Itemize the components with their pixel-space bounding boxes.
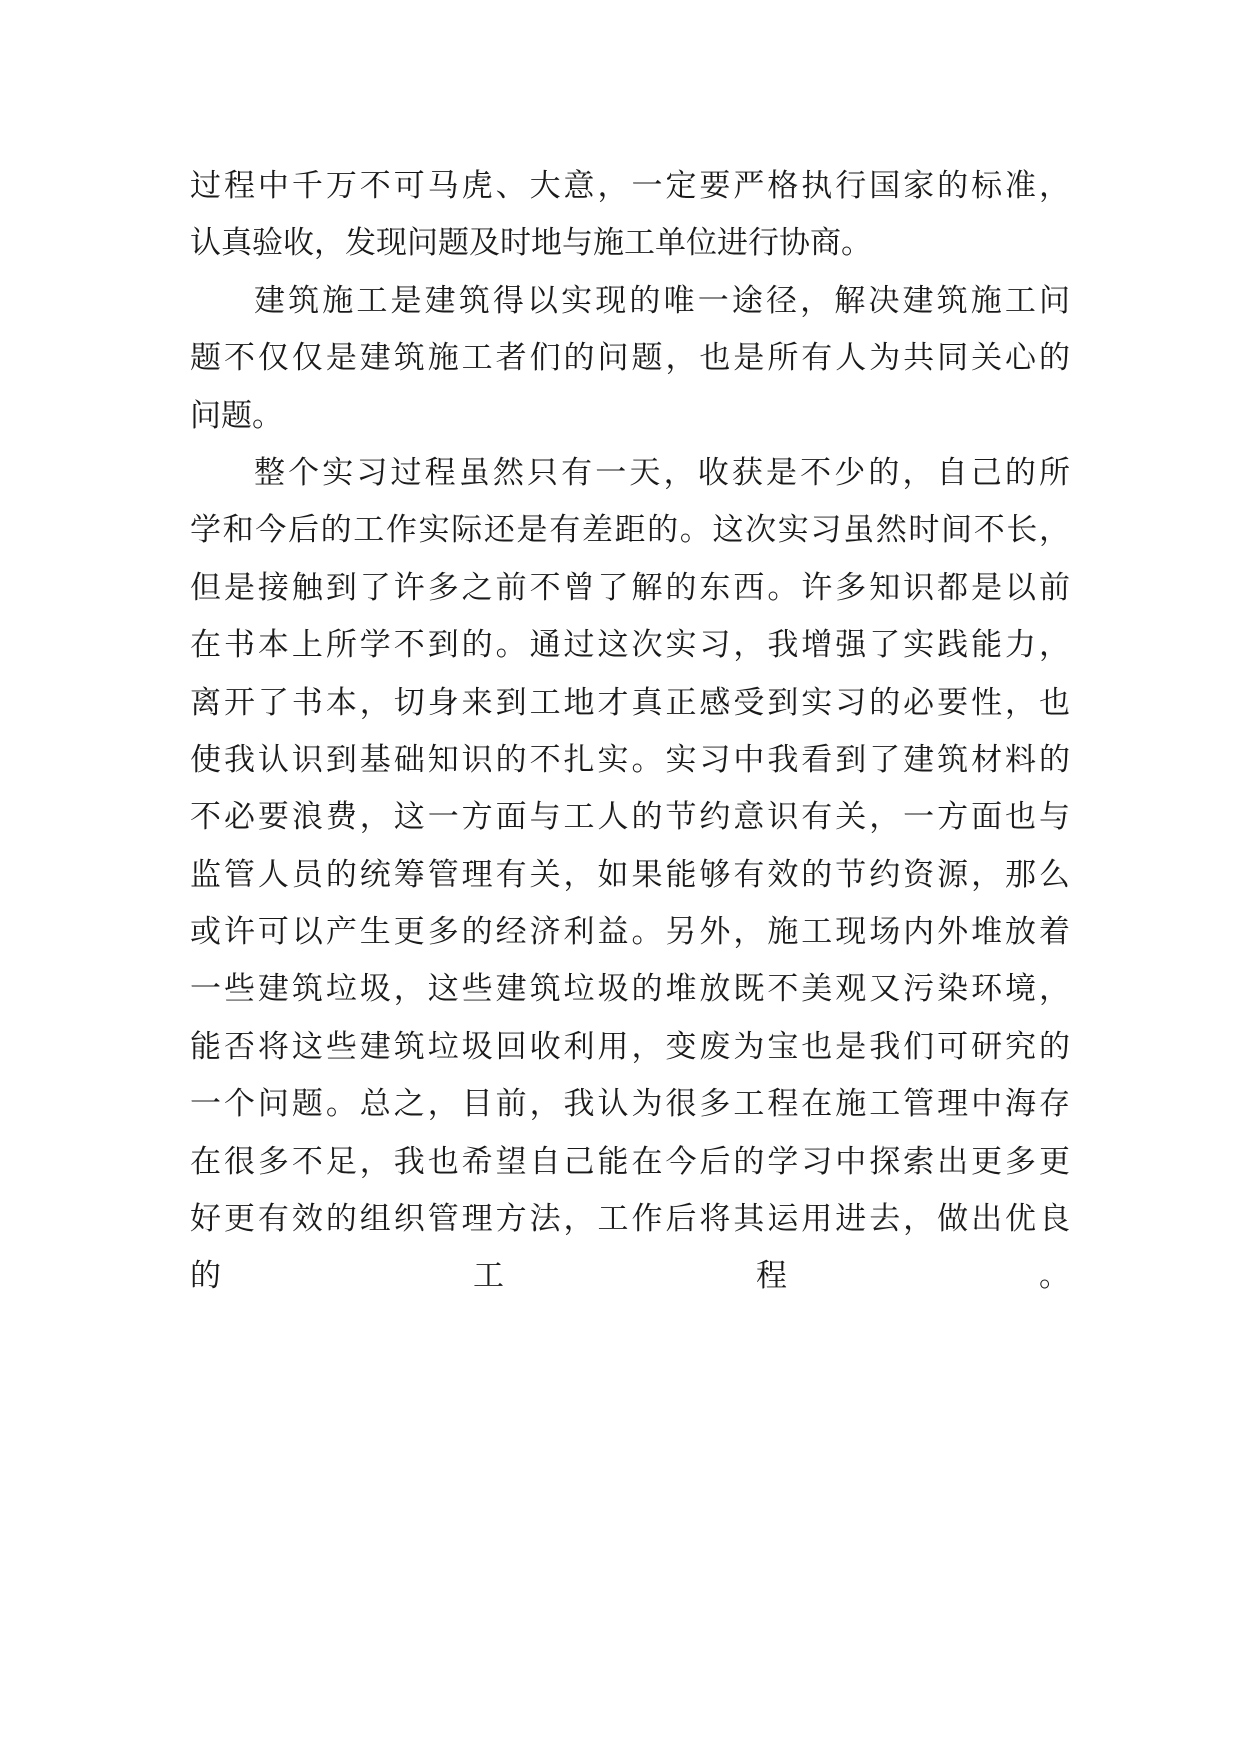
text-line: 不必要浪费，这一方面与工人的节约意识有关，一方面也与	[190, 799, 1070, 836]
text-line: 在书本上所学不到的。通过这次实习，我增强了实践能力，	[190, 627, 1070, 664]
text-line: 认真验收，发现问题及时地与施工单位进行协商。	[190, 225, 872, 262]
text-line: 能否将这些建筑垃圾回收利用，变废为宝也是我们可研究的	[190, 1028, 1070, 1065]
paragraph	[190, 445, 1070, 1363]
text-line: 好更有效的组织管理方法，工作后将其运用进去，做出优良	[190, 1201, 1070, 1238]
text-line: 学和今后的工作实际还是有差距的。这次实习虽然时间不长，	[190, 512, 1070, 549]
text-line: 建筑施工是建筑得以实现的唯一途径，解决建筑施工问	[254, 282, 1070, 319]
text-line: 整个实习过程虽然只有一天，收获是不少的，自己的所	[254, 454, 1070, 491]
text-line: 监管人员的统筹管理有关，如果能够有效的节约资源，那么	[190, 856, 1070, 893]
text-line: 在很多不足，我也希望自己能在今后的学习中探索出更多更	[190, 1143, 1070, 1180]
text-line: 问题。	[190, 397, 283, 434]
text-line: 一些建筑垃圾，这些建筑垃圾的堆放既不美观又污染环境，	[190, 971, 1070, 1008]
text-line: 过程中千万不可马虎、大意，一定要严格执行国家的标准，	[190, 168, 1070, 204]
text-line	[190, 1306, 1070, 1363]
paragraph	[190, 273, 1070, 445]
text-line: 一个问题。总之，目前，我认为很多工程在施工管理中海存	[190, 1086, 1070, 1123]
text-line: 使我认识到基础知识的不扎实。实习中我看到了建筑材料的	[190, 741, 1070, 778]
text-line: 但是接触到了许多之前不曾了解的东西。许多知识都是以前	[190, 569, 1070, 606]
paragraph	[190, 158, 1070, 273]
text-line: 的工程。	[190, 1258, 1070, 1295]
text-line: 或许可以产生更多的经济利益。另外，施工现场内外堆放着	[190, 914, 1070, 951]
text-line: 离开了书本，切身来到工地才真正感受到实习的必要性，也	[190, 684, 1070, 721]
text-line: 题不仅仅是建筑施工者们的问题，也是所有人为共同关心的	[190, 340, 1070, 377]
document-body	[190, 158, 1070, 1363]
